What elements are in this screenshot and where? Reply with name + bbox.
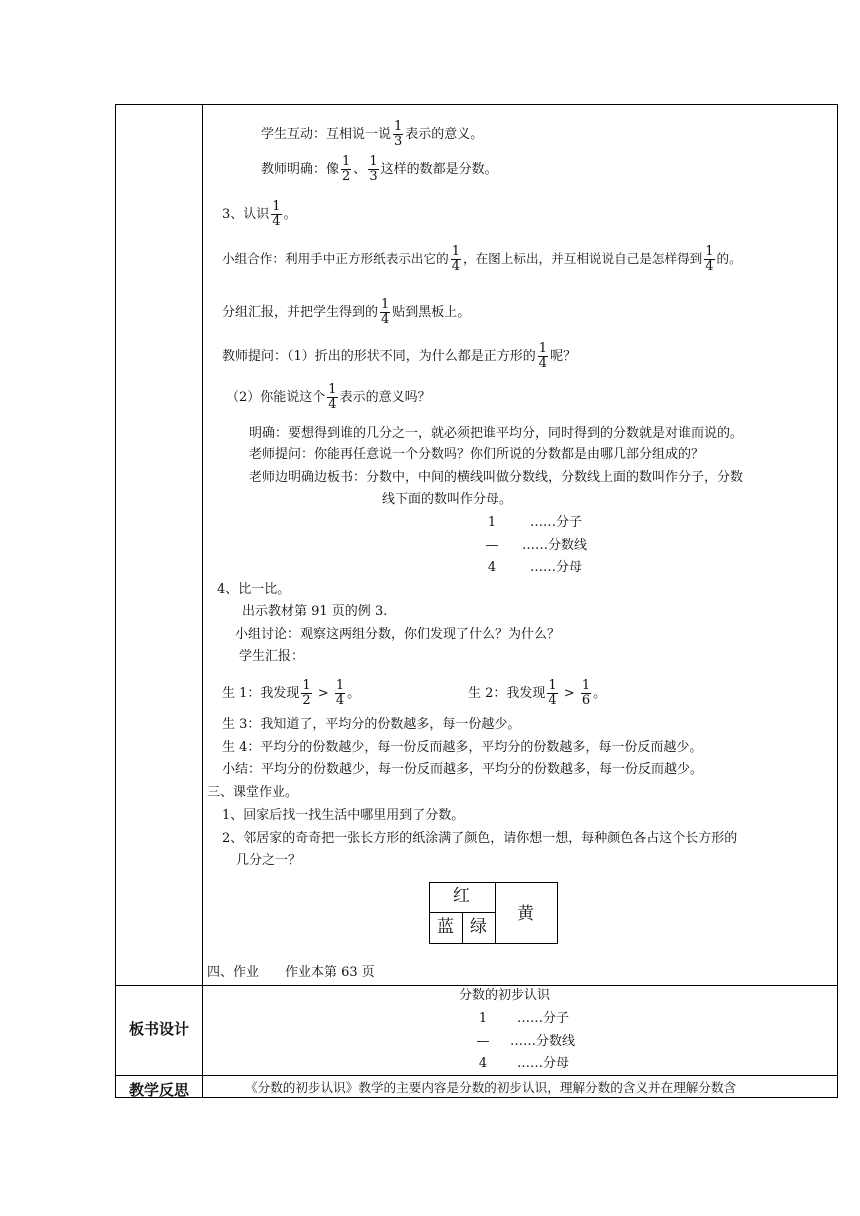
line-show-textbook: 出示教材第 91 页的例 3.	[242, 604, 388, 619]
fraction: $\frac{1}{4}$	[381, 297, 390, 327]
line-homework-2-cont: 几分之一？	[236, 853, 302, 868]
fraction: $\frac{1}{4}$	[538, 341, 548, 371]
board-title: 分数的初步认识	[459, 988, 551, 1003]
fraction: $\frac{1}{4}$	[548, 678, 557, 708]
line-student-1: 生 1：我发现 $\frac{1}{2}$ > $\frac{1}{4}$ 。	[222, 678, 361, 708]
line-teacher-question-2: （2）你能说这个 $\frac{1}{4}$ 表示的意义吗？	[226, 382, 431, 412]
line-student-4: 生 4：平均分的份数越少，每一份反而越多，平均分的份数越多，每一份反而越少。	[222, 740, 703, 755]
board-design-label: 板书设计	[128, 1020, 189, 1038]
fraction: $\frac{1}{4}$	[705, 244, 714, 274]
fraction: $\frac{1}{4}$	[451, 244, 460, 274]
row-divider	[116, 1075, 837, 1076]
fraction: $\frac{1}{3}$	[394, 119, 403, 149]
line-teacher-clarify: 教师明确：像 $\frac{1}{2}$ 、 $\frac{1}{3}$ 这样的数都是分数。	[261, 154, 498, 184]
fraction: $\frac{1}{3}$	[369, 154, 378, 184]
line-homework-2: 2、邻居家的奇奇把一张长方形的纸涂满了颜色，请你想一想，每种颜色各占这个长方形的	[222, 831, 738, 846]
line-group-work: 小组合作：利用手中正方形纸表示出它的 $\frac{1}{4}$ ，在图上标出，并互相说说自己是怎样得到 $\frac{1}{4}$ 的。	[222, 244, 742, 274]
fraction: $\frac{1}{4}$	[272, 199, 281, 229]
red-label: 红	[453, 886, 470, 906]
fraction: $\frac{1}{4}$	[328, 382, 337, 412]
line-student-2: 生 2：我发现 $\frac{1}{4}$ > $\frac{1}{6}$ 。	[468, 678, 607, 708]
column-divider	[202, 105, 203, 1097]
lesson-plan-table: 板书设计 教学反思 学生互动：互相说一说 $\frac{1}{3}$ 表示的意义。 教师明确：像 $\frac{1}{2}$ 、 $\frac{1}{3}$ 这样的数都是分数。 3、认识 $\frac{1}{4}$ 。 小组合作：利用手中正方形纸表示出它的 $\frac{1}{4}$ ，在图上标出，并互相说说自己是怎样得到 $\frac{1}{4}$ 的。 分组汇报，并把学生得到的 $\frac{1}{4}$ 贴到黑板上。 教师提问：（1）折出的形状不同，为什么都是正方形的 $\frac{1}{4}$ 呢？ （2）你能说这个 $\frac{1}{4}$ 表示的意义吗？ 明确：要想得到谁的几分之一，就必须把谁平均分，同时得到的分数就是对谁而说的。 老师提问：你能再任意说一个分数吗？你们所说的分数都是由哪几部分组成的？ 老师边明确边板书：分数中，中间的横线叫做分数线，分数线上面的数叫作分子，分数 线下面的数叫作分母。 1 ……分子 — ……分数线 4 ……分母 4、比一比。 出示教材第 91 页的例 3. 小组讨论：观察这两组分数，你们发现了什么？为什么？ 学生汇报： 生 1：我发现 $\frac{1}{2}$ > $\frac{1}{4}$ 。 生 2：我发现 $\frac{1}{4}$ > $\frac{1}{6}$ 。 生 3：我知道了，平均分的份数越多，每一份越少。 生 4：平均分的份数越少，每一份反而越多，平均分的份数越多，每一份反而越少。 小结：平均分的份数越少，每一份反而越多，平均分的份数越多，每一份反而越少。 三、课堂作业。 1、回家后找一找生活中哪里用到了分数。 2、邻居家的奇奇把一张长方形的纸涂满了颜色，请你想一想，每种颜色各占这个长方形的 几分之一？ 红 蓝 绿 黄 四、作业 作业本第 63 页 分数的初步认识 1 ……分子 — ……分数线 4 ……分母 《分数的初步认识》教学的主要内容是分数的初步认识，理解分数的含义并在理解分数含	[115, 104, 838, 1098]
fraction: $\frac{1}{6}$	[581, 678, 591, 708]
line-summary: 小结：平均分的份数越少，每一份反而越多，平均分的份数越多，每一份反而越少。	[222, 762, 704, 777]
line-board-writing-cont: 线下面的数叫作分母。	[382, 492, 513, 507]
line-group-discussion: 小组讨论：观察这两组分数，你们发现了什么？为什么？	[235, 627, 561, 642]
line-homework-1: 1、回家后找一找生活中哪里用到了分数。	[222, 808, 465, 823]
line-section-3: 3、认识 $\frac{1}{4}$ 。	[222, 199, 297, 229]
fraction: $\frac{1}{2}$	[342, 154, 351, 184]
line-board-writing: 老师边明确边板书：分数中，中间的横线叫做分数线，分数线上面的数叫作分子，分数	[249, 470, 744, 485]
row-divider	[116, 985, 837, 986]
line-section-4: 4、比一比。	[217, 582, 291, 597]
line-section-classwork: 三、课堂作业。	[207, 785, 299, 800]
fraction: $\frac{1}{4}$	[335, 678, 345, 708]
green-label: 绿	[470, 917, 487, 937]
blue-label: 蓝	[437, 917, 454, 937]
line-teacher-question-1: 教师提问：（1）折出的形状不同，为什么都是正方形的 $\frac{1}{4}$ 呢？	[222, 341, 577, 371]
line-teacher-asks: 老师提问：你能再任意说一个分数吗？你们所说的分数都是由哪几部分组成的？	[249, 447, 705, 462]
line-student-report: 学生汇报：	[239, 649, 305, 664]
reflection-text: 《分数的初步认识》教学的主要内容是分数的初步认识，理解分数的含义并在理解分数含	[245, 1080, 737, 1095]
reflection-label: 教学反思	[128, 1081, 189, 1099]
line-group-report: 分组汇报，并把学生得到的 $\frac{1}{4}$ 贴到黑板上。	[222, 297, 471, 327]
line-section-homework: 四、作业 作业本第 63 页	[207, 965, 375, 980]
line-student-interaction: 学生互动：互相说一说 $\frac{1}{3}$ 表示的意义。	[261, 119, 484, 149]
line-clarify: 明确：要想得到谁的几分之一，就必须把谁平均分，同时得到的分数就是对谁而说的。	[249, 426, 744, 441]
yellow-label: 黄	[517, 904, 534, 924]
fraction: $\frac{1}{2}$	[302, 678, 311, 708]
line-student-3: 生 3：我知道了，平均分的份数越多，每一份越少。	[222, 717, 521, 732]
